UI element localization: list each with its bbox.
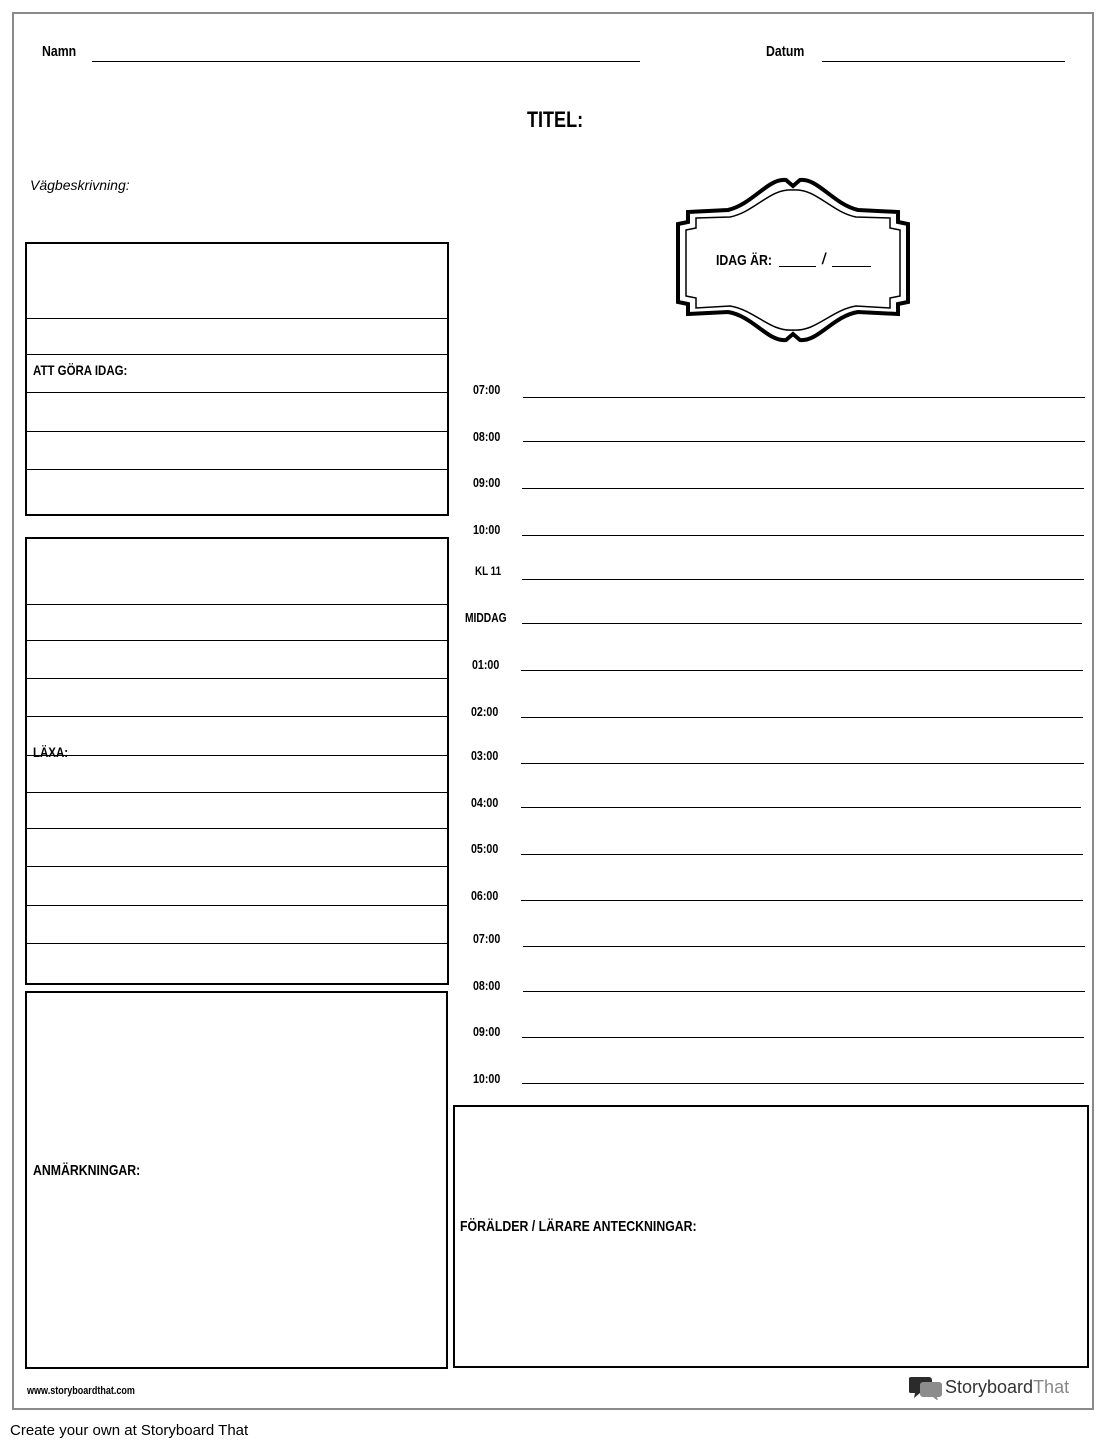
- parent-notes-label: FÖRÄLDER / LÄRARE ANTECKNINGAR:: [460, 1218, 697, 1235]
- schedule-time: KL 11: [475, 564, 502, 578]
- brand-name-bold: Storyboard: [945, 1376, 1034, 1397]
- schedule-line: [521, 717, 1083, 718]
- schedule-time: 03:00: [471, 748, 499, 763]
- name-label: Namn: [42, 43, 77, 60]
- todo-line: [27, 431, 447, 432]
- homework-label: LÄXA:: [33, 744, 69, 760]
- schedule-line: [522, 1083, 1084, 1084]
- schedule-time: 08:00: [473, 978, 501, 993]
- homework-line: [27, 866, 447, 867]
- notes-label: ANMÄRKNINGAR:: [33, 1162, 141, 1179]
- schedule-time: 09:00: [473, 475, 501, 490]
- schedule-line: [522, 1037, 1084, 1038]
- today-day-line: [779, 266, 816, 267]
- homework-line: [27, 716, 447, 717]
- schedule-line: [523, 991, 1085, 992]
- schedule-line: [521, 763, 1084, 764]
- todo-line: [27, 392, 447, 393]
- schedule-line: [522, 535, 1084, 536]
- schedule-time: 04:00: [471, 795, 499, 810]
- homework-line: [27, 604, 447, 605]
- schedule-time: 10:00: [473, 1071, 501, 1086]
- schedule-time: 10:00: [473, 522, 501, 537]
- homework-line: [27, 678, 447, 679]
- date-label: Datum: [766, 43, 805, 60]
- decorative-frame-icon: [668, 174, 918, 346]
- schedule-time: 02:00: [471, 704, 499, 719]
- schedule-line: [521, 670, 1083, 671]
- today-label: IDAG ÄR:: [716, 252, 773, 269]
- homework-line: [27, 828, 447, 829]
- schedule-line: [521, 807, 1081, 808]
- date-line: [822, 61, 1065, 62]
- schedule-time: 01:00: [472, 657, 500, 672]
- todo-box: [25, 242, 449, 516]
- todo-label: ATT GÖRA IDAG:: [33, 362, 128, 378]
- schedule-line: [522, 488, 1084, 489]
- website-url: www.storyboardthat.com: [27, 1385, 135, 1397]
- schedule-line: [523, 397, 1085, 398]
- schedule-line: [522, 623, 1082, 624]
- homework-line: [27, 905, 447, 906]
- schedule-line: [521, 900, 1083, 901]
- schedule-time: 07:00: [473, 382, 501, 397]
- schedule-line: [523, 946, 1085, 947]
- schedule-time: 08:00: [473, 429, 501, 444]
- notes-box: [25, 991, 448, 1369]
- todo-line: [27, 354, 447, 355]
- schedule-line: [521, 854, 1083, 855]
- todo-line: [27, 318, 447, 319]
- today-month-line: [832, 266, 871, 267]
- page-title: TITEL:: [527, 107, 584, 132]
- homework-line: [27, 792, 447, 793]
- storyboardthat-logo: [909, 1374, 1069, 1400]
- homework-line: [27, 943, 447, 944]
- homework-line: [27, 755, 447, 756]
- create-link[interactable]: Create your own at Storyboard That: [10, 1422, 249, 1439]
- speech-bubbles-icon: [909, 1374, 943, 1400]
- schedule-time: 07:00: [473, 931, 501, 946]
- homework-line: [27, 640, 447, 641]
- brand-name-light: That: [1033, 1376, 1070, 1397]
- name-line: [92, 61, 640, 62]
- todo-line: [27, 469, 447, 470]
- schedule-time: 06:00: [471, 888, 499, 903]
- schedule-time: 09:00: [473, 1024, 501, 1039]
- schedule-time: MIDDAG: [465, 611, 507, 625]
- today-separator: /: [822, 251, 826, 268]
- schedule-line: [523, 441, 1085, 442]
- parent-notes-box: [453, 1105, 1089, 1368]
- directions-label: Vägbeskrivning:: [30, 177, 130, 193]
- schedule-line: [522, 579, 1084, 580]
- schedule-time: 05:00: [471, 841, 499, 856]
